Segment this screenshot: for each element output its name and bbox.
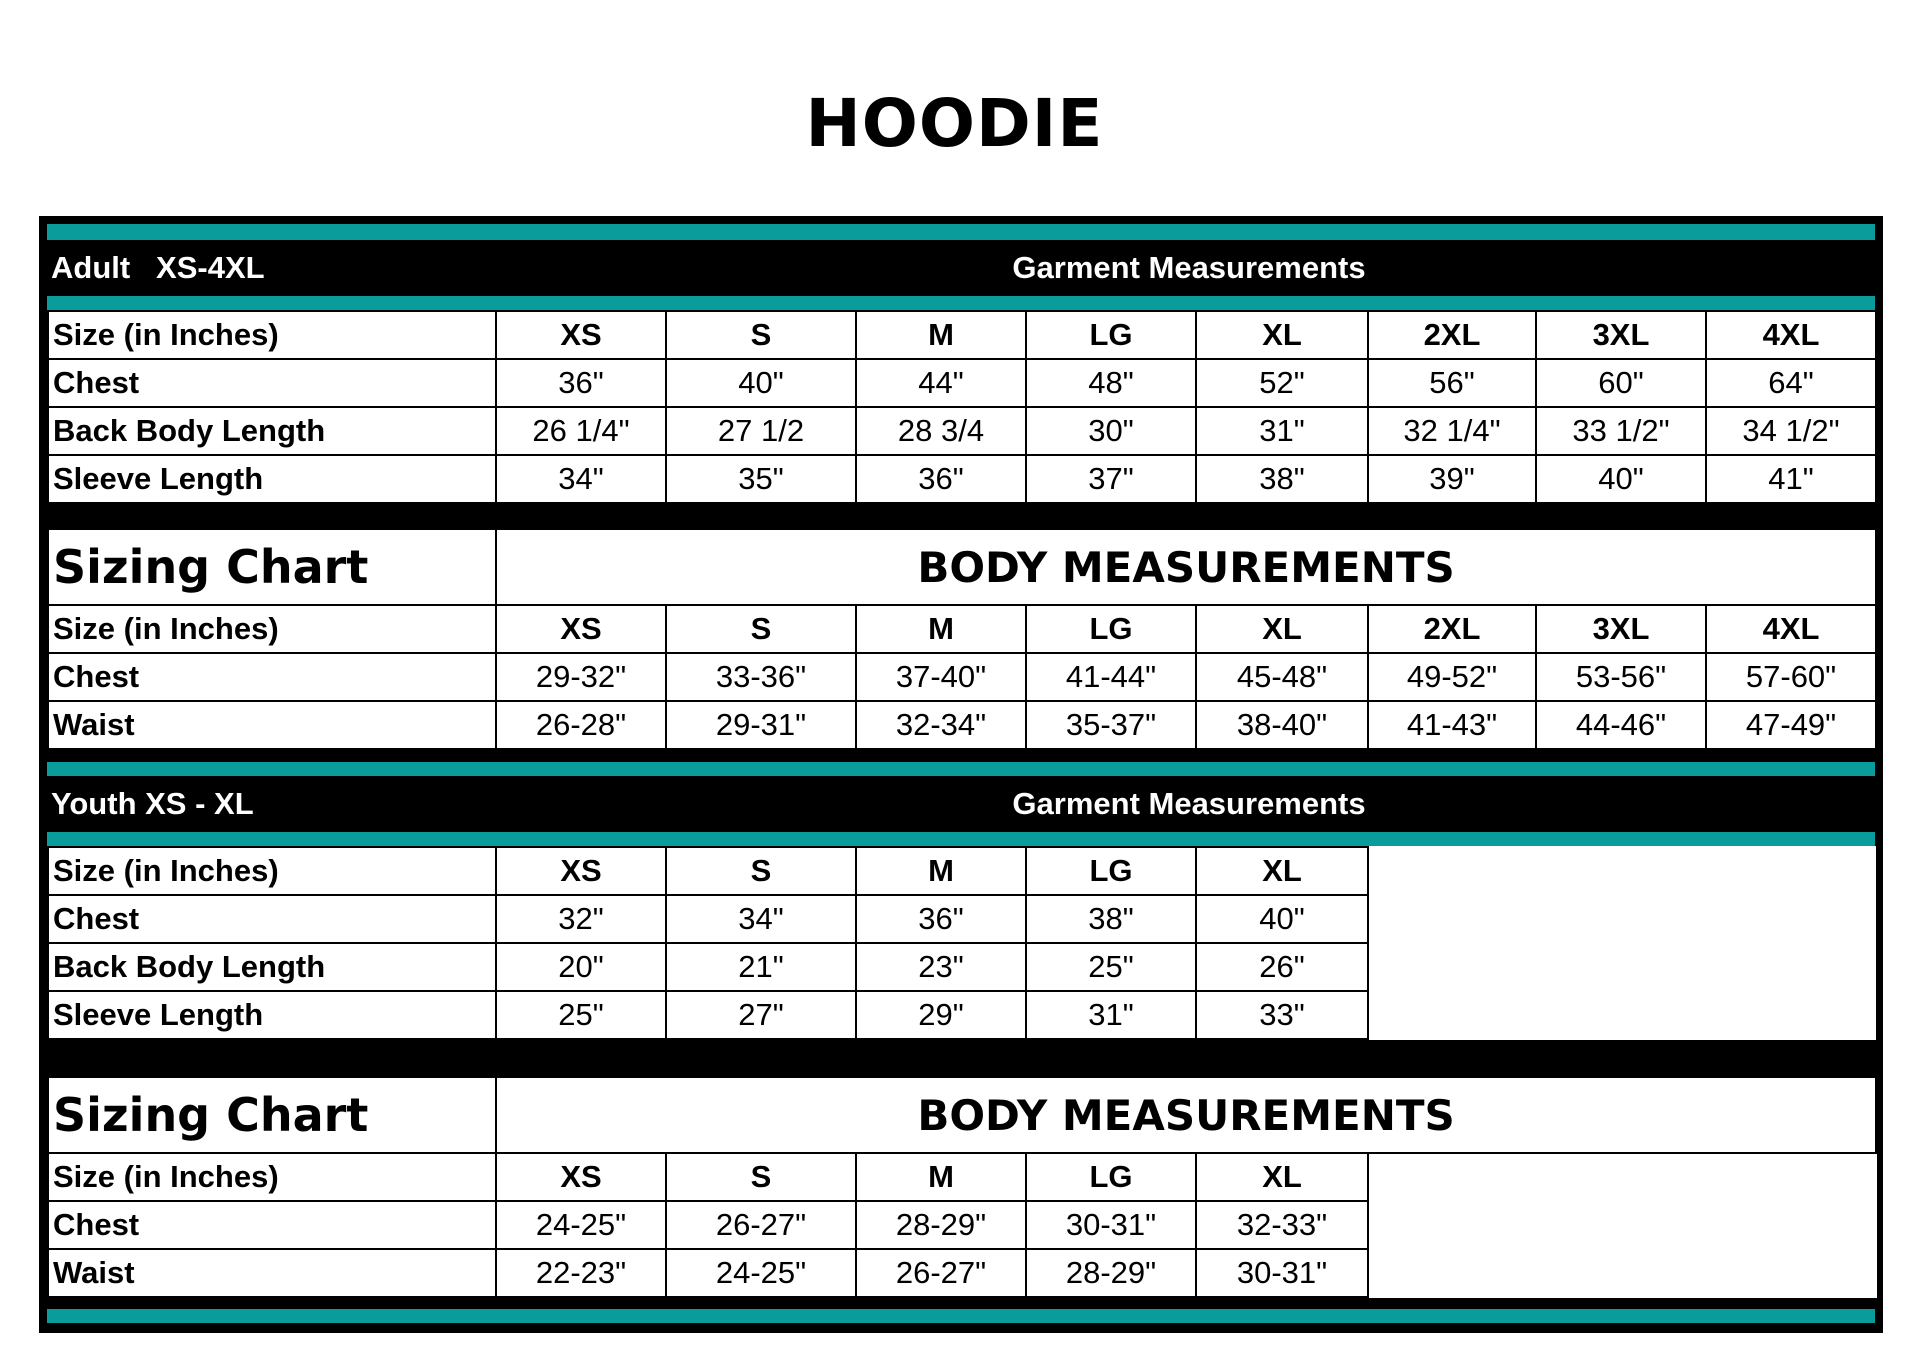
adult-garment-table-wrap xyxy=(47,310,1875,504)
empty-area xyxy=(1368,1153,1876,1201)
size-header-cell: XL xyxy=(1196,1153,1368,1201)
measurement-cell: 34" xyxy=(496,455,666,503)
row-label: Sleeve Length xyxy=(48,991,496,1039)
measurement-cell: 45-48" xyxy=(1196,653,1368,701)
garment-measurements-heading: Garment Measurements xyxy=(1012,786,1366,821)
measurement-cell: 41" xyxy=(1706,455,1876,503)
table-row xyxy=(48,407,1876,455)
measurement-cell: 23" xyxy=(856,943,1026,991)
measurement-cell: 47-49" xyxy=(1706,701,1876,749)
measurement-cell: 20" xyxy=(496,943,666,991)
measurement-cell: 29" xyxy=(856,991,1026,1039)
garment-measurements-heading: Garment Measurements xyxy=(1012,250,1366,285)
table-row xyxy=(48,895,1876,943)
measurement-cell: 60" xyxy=(1536,359,1706,407)
measurement-cell: 24-25" xyxy=(666,1249,856,1297)
sizing-chart-label: Sizing Chart xyxy=(48,1077,496,1153)
measurement-cell: 28-29" xyxy=(1026,1249,1196,1297)
measurement-cell: 32 1/4" xyxy=(1368,407,1536,455)
measurement-cell: 56" xyxy=(1368,359,1536,407)
empty-area xyxy=(1368,1201,1876,1249)
size-header-cell: M xyxy=(856,847,1026,895)
measurement-cell: 33 1/2" xyxy=(1536,407,1706,455)
teal-stripe xyxy=(47,224,1875,240)
size-header-cell: S xyxy=(666,847,856,895)
measurement-cell: 37-40" xyxy=(856,653,1026,701)
youth-body-table xyxy=(47,1076,1877,1298)
table-row xyxy=(48,1201,1876,1249)
measurement-cell: 30-31" xyxy=(1026,1201,1196,1249)
teal-stripe xyxy=(47,762,1875,776)
size-header-cell: XS xyxy=(496,1153,666,1201)
empty-area xyxy=(1368,991,1876,1039)
size-header-cell: 4XL xyxy=(1706,605,1876,653)
youth-range-label: Youth XS - XL xyxy=(51,786,254,821)
table-row xyxy=(48,359,1876,407)
size-header-cell: LG xyxy=(1026,1153,1196,1201)
size-header-cell: S xyxy=(666,1153,856,1201)
sizing-chart-label: Sizing Chart xyxy=(48,529,496,605)
sizing-chart-header-row xyxy=(48,529,1876,605)
youth-garment-table-wrap xyxy=(47,846,1875,1040)
measurement-cell: 26-28" xyxy=(496,701,666,749)
size-header-cell: LG xyxy=(1026,605,1196,653)
measurement-cell: 48" xyxy=(1026,359,1196,407)
row-label: Waist xyxy=(48,1249,496,1297)
adult-range-label: Adult XS-4XL xyxy=(51,250,265,285)
size-header-cell: S xyxy=(666,311,856,359)
adult-body-table-wrap xyxy=(47,528,1875,750)
table-row xyxy=(48,455,1876,503)
youth-body-table-wrap xyxy=(47,1076,1875,1298)
measurement-cell: 64" xyxy=(1706,359,1876,407)
empty-area xyxy=(1368,1249,1876,1297)
body-measurements-heading: BODY MEASUREMENTS xyxy=(496,1077,1876,1153)
measurement-cell: 26" xyxy=(1196,943,1368,991)
size-label: Size (in Inches) xyxy=(48,1153,496,1201)
measurement-cell: 53-56" xyxy=(1536,653,1706,701)
size-header-row xyxy=(48,1153,1876,1201)
measurement-cell: 30-31" xyxy=(1196,1249,1368,1297)
row-label: Back Body Length xyxy=(48,943,496,991)
size-header-cell: XS xyxy=(496,847,666,895)
measurement-cell: 26 1/4" xyxy=(496,407,666,455)
row-label: Waist xyxy=(48,701,496,749)
measurement-cell: 35-37" xyxy=(1026,701,1196,749)
measurement-cell: 30" xyxy=(1026,407,1196,455)
size-header-cell: M xyxy=(856,1153,1026,1201)
size-header-cell: LG xyxy=(1026,311,1196,359)
empty-area xyxy=(1368,943,1876,991)
measurement-cell: 25" xyxy=(1026,943,1196,991)
sizing-chart-header-row xyxy=(48,1077,1876,1153)
measurement-cell: 38" xyxy=(1026,895,1196,943)
table-row xyxy=(48,943,1876,991)
measurement-cell: 49-52" xyxy=(1368,653,1536,701)
measurement-cell: 31" xyxy=(1196,407,1368,455)
measurement-cell: 33-36" xyxy=(666,653,856,701)
measurement-cell: 40" xyxy=(1536,455,1706,503)
adult-garment-band xyxy=(47,240,1875,296)
table-row xyxy=(48,1249,1876,1297)
measurement-cell: 26-27" xyxy=(856,1249,1026,1297)
measurement-cell: 44" xyxy=(856,359,1026,407)
measurement-cell: 39" xyxy=(1368,455,1536,503)
body-measurements-heading: BODY MEASUREMENTS xyxy=(496,529,1876,605)
youth-garment-band xyxy=(47,776,1875,832)
size-header-cell: M xyxy=(856,605,1026,653)
measurement-cell: 32" xyxy=(496,895,666,943)
adult-body-table xyxy=(47,528,1877,750)
size-header-row xyxy=(48,605,1876,653)
row-label: Sleeve Length xyxy=(48,455,496,503)
row-label: Chest xyxy=(48,653,496,701)
measurement-cell: 28-29" xyxy=(856,1201,1026,1249)
measurement-cell: 44-46" xyxy=(1536,701,1706,749)
measurement-cell: 36" xyxy=(496,359,666,407)
measurement-cell: 21" xyxy=(666,943,856,991)
measurement-cell: 35" xyxy=(666,455,856,503)
size-header-cell: LG xyxy=(1026,847,1196,895)
size-header-cell: XL xyxy=(1196,605,1368,653)
measurement-cell: 34" xyxy=(666,895,856,943)
size-header-cell: XS xyxy=(496,605,666,653)
measurement-cell: 34 1/2" xyxy=(1706,407,1876,455)
measurement-cell: 31" xyxy=(1026,991,1196,1039)
measurement-cell: 38" xyxy=(1196,455,1368,503)
empty-area xyxy=(1368,847,1876,895)
size-header-cell: XL xyxy=(1196,847,1368,895)
row-label: Back Body Length xyxy=(48,407,496,455)
size-header-row xyxy=(48,311,1876,359)
adult-garment-table xyxy=(47,310,1877,504)
measurement-cell: 38-40" xyxy=(1196,701,1368,749)
measurement-cell: 25" xyxy=(496,991,666,1039)
size-header-cell: M xyxy=(856,311,1026,359)
measurement-cell: 52" xyxy=(1196,359,1368,407)
size-header-cell: XS xyxy=(496,311,666,359)
size-label: Size (in Inches) xyxy=(48,605,496,653)
table-row xyxy=(48,653,1876,701)
measurement-cell: 27 1/2 xyxy=(666,407,856,455)
measurement-cell: 33" xyxy=(1196,991,1368,1039)
measurement-cell: 22-23" xyxy=(496,1249,666,1297)
size-header-cell: 4XL xyxy=(1706,311,1876,359)
size-label: Size (in Inches) xyxy=(48,847,496,895)
measurement-cell: 24-25" xyxy=(496,1201,666,1249)
teal-stripe xyxy=(47,832,1875,846)
measurement-cell: 41-44" xyxy=(1026,653,1196,701)
measurement-cell: 41-43" xyxy=(1368,701,1536,749)
measurement-cell: 40" xyxy=(666,359,856,407)
measurement-cell: 27" xyxy=(666,991,856,1039)
size-header-cell: 2XL xyxy=(1368,605,1536,653)
measurement-cell: 36" xyxy=(856,895,1026,943)
size-chart-sheet xyxy=(39,216,1883,1333)
size-label: Size (in Inches) xyxy=(48,311,496,359)
measurement-cell: 40" xyxy=(1196,895,1368,943)
size-header-row xyxy=(48,847,1876,895)
measurement-cell: 32-34" xyxy=(856,701,1026,749)
measurement-cell: 37" xyxy=(1026,455,1196,503)
measurement-cell: 36" xyxy=(856,455,1026,503)
size-header-cell: 3XL xyxy=(1536,605,1706,653)
size-header-cell: 3XL xyxy=(1536,311,1706,359)
row-label: Chest xyxy=(48,1201,496,1249)
measurement-cell: 29-32" xyxy=(496,653,666,701)
size-header-cell: S xyxy=(666,605,856,653)
table-row xyxy=(48,991,1876,1039)
table-row xyxy=(48,701,1876,749)
teal-stripe xyxy=(47,296,1875,310)
teal-stripe xyxy=(47,1309,1875,1323)
size-header-cell: 2XL xyxy=(1368,311,1536,359)
measurement-cell: 26-27" xyxy=(666,1201,856,1249)
youth-garment-table xyxy=(47,846,1876,1040)
size-header-cell: XL xyxy=(1196,311,1368,359)
page-title: HOODIE xyxy=(805,85,1104,162)
measurement-cell: 32-33" xyxy=(1196,1201,1368,1249)
measurement-cell: 29-31" xyxy=(666,701,856,749)
measurement-cell: 28 3/4 xyxy=(856,407,1026,455)
row-label: Chest xyxy=(48,359,496,407)
measurement-cell: 57-60" xyxy=(1706,653,1876,701)
row-label: Chest xyxy=(48,895,496,943)
empty-area xyxy=(1368,895,1876,943)
